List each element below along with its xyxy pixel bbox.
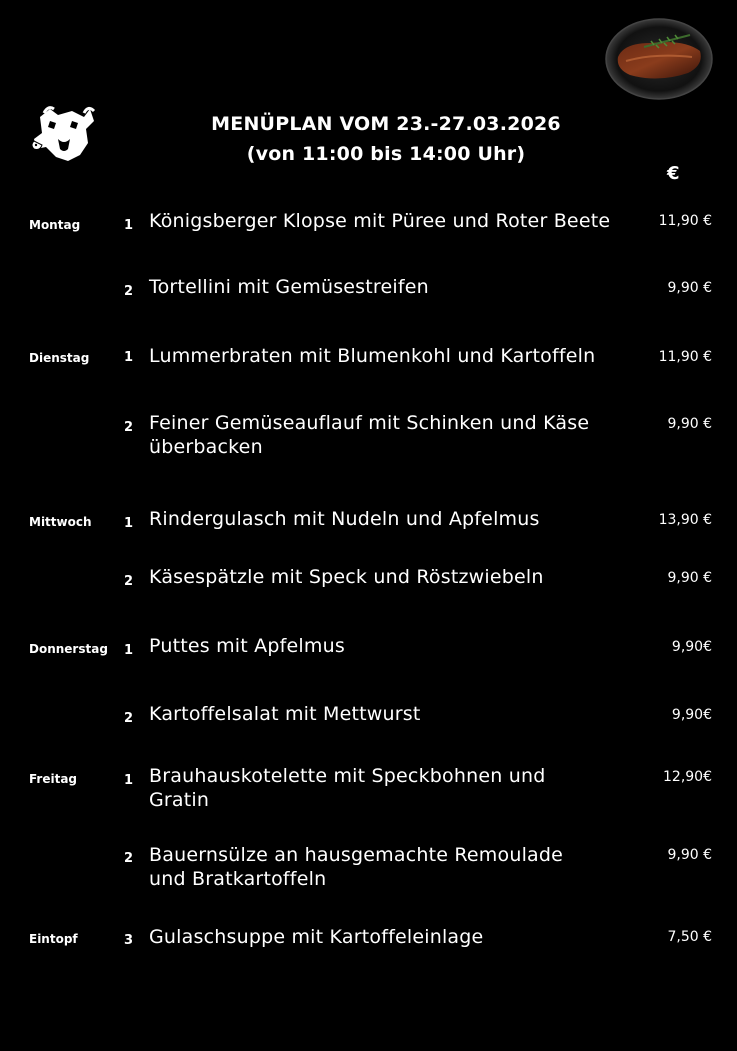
dish-price: 7,50 €	[667, 929, 712, 945]
menu-number: 2	[124, 851, 134, 866]
dish-price: 12,90€	[663, 769, 712, 785]
menu-number: 2	[124, 420, 134, 435]
dish-price: 9,90 €	[667, 847, 712, 863]
dish-name: Bauernsülze an hausgemachte Remoulade und Bratkartoffeln	[149, 844, 564, 890]
opening-hours: (von 11:00 bis 14:00 Uhr)	[246, 143, 526, 165]
dish-name: Feiner Gemüseauflauf mit Schinken und Käse überbacken	[149, 412, 590, 458]
menu-number: 3	[124, 933, 134, 948]
dish-price: 9,90€	[671, 707, 712, 723]
steak-plate-image	[604, 17, 714, 101]
menu-number: 2	[124, 711, 134, 726]
dish-price: 9,90€	[671, 639, 712, 655]
dish-price: 9,90 €	[667, 416, 712, 432]
menu-number: 1	[124, 643, 134, 658]
dish-name: Brauhauskotelette mit Speckbohnen und Gratin	[149, 765, 546, 811]
dish-name: Lummerbraten mit Blumenkohl und Kartoffeln	[149, 345, 596, 367]
dish-name: Käsespätzle mit Speck und Röstzwiebeln	[149, 566, 544, 588]
menu-number: 1	[124, 350, 134, 365]
dish-name: Tortellini mit Gemüsestreifen	[149, 276, 429, 298]
day-label: Eintopf	[29, 932, 78, 946]
page-title: MENÜPLAN VOM 23.-27.03.2026	[211, 113, 561, 135]
dish-price: 11,90 €	[658, 213, 712, 229]
day-label: Freitag	[29, 772, 78, 786]
day-label: Mittwoch	[29, 515, 92, 529]
dish-name: Puttes mit Apfelmus	[149, 635, 345, 657]
day-label: Donnerstag	[29, 642, 108, 656]
day-label: Dienstag	[29, 351, 90, 365]
dish-price: 13,90 €	[658, 512, 712, 528]
dish-name: Rindergulasch mit Nudeln und Apfelmus	[149, 508, 540, 530]
menu-number: 1	[124, 218, 134, 233]
dish-price: 9,90 €	[667, 280, 712, 296]
price-column-header: €	[667, 163, 680, 184]
cow-pig-logo-icon	[28, 99, 100, 169]
dish-name: Kartoffelsalat mit Mettwurst	[149, 703, 421, 725]
menu-number: 2	[124, 284, 134, 299]
menu-number: 2	[124, 574, 134, 589]
dish-price: 9,90 €	[667, 570, 712, 586]
menu-number: 1	[124, 773, 134, 788]
dish-name: Gulaschsuppe mit Kartoffeleinlage	[149, 926, 484, 948]
dish-price: 11,90 €	[658, 349, 712, 365]
menu-number: 1	[124, 516, 134, 531]
day-label: Montag	[29, 218, 81, 232]
dish-name: Königsberger Klopse mit Püree und Roter Beete	[149, 210, 611, 232]
